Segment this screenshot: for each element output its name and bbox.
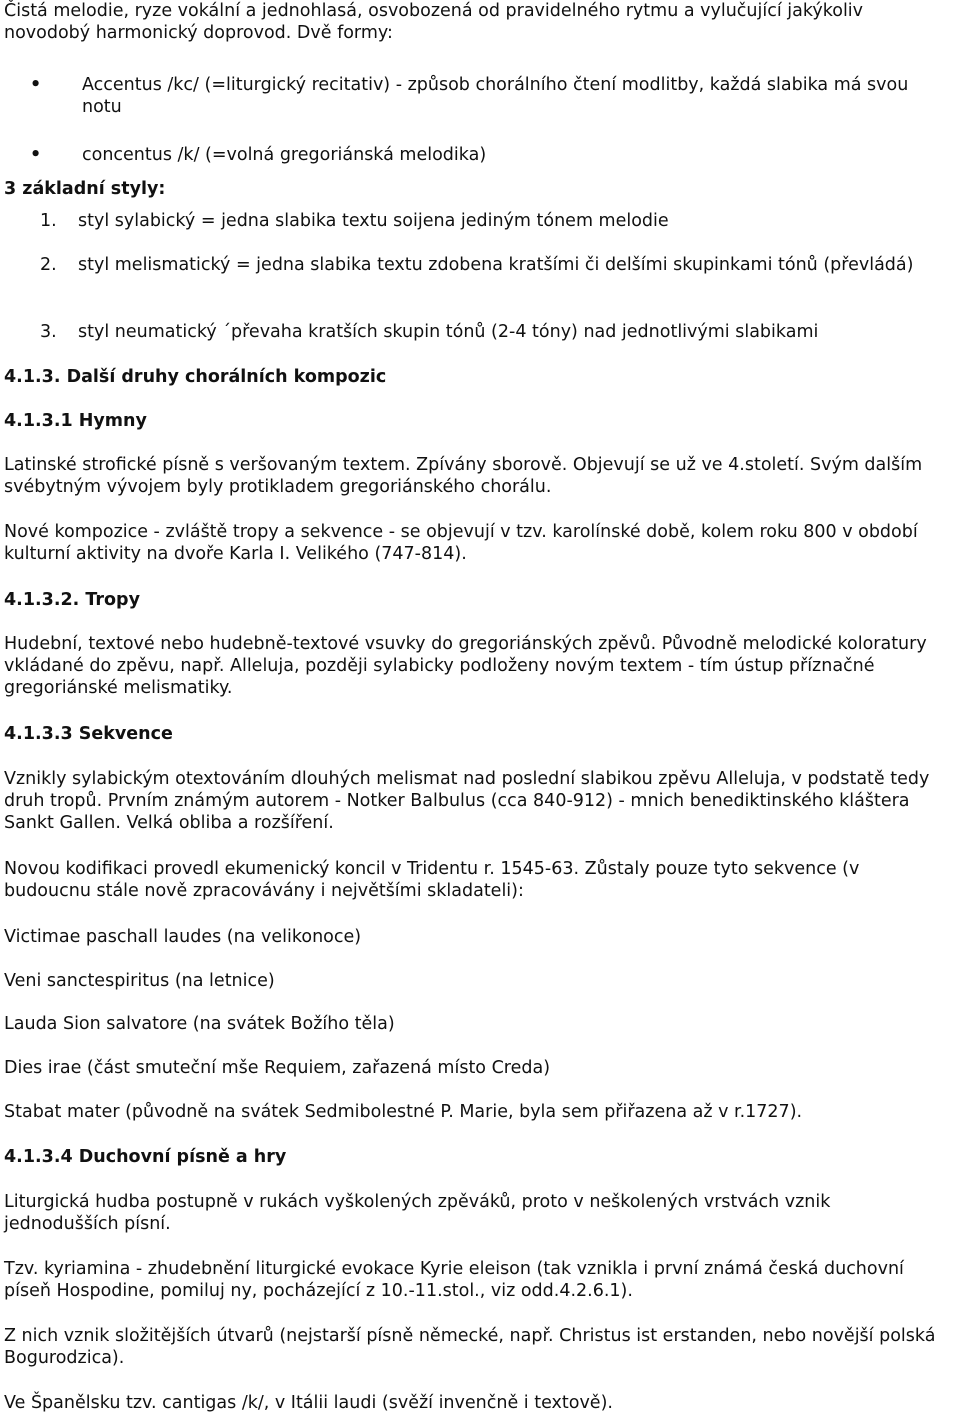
duchovni-paragraph-3: Z nich vznik složitějších útvarů (nejstarší písně německé, např. Christus ist erstanden, nebo novější polská Bogurodzica). (4, 1326, 936, 1368)
duchovni-paragraph-1: Liturgická hudba postupně v rukách vyškolených zpěváků, proto v neškolených vrstvách vznik jednodušších písní. (4, 1192, 831, 1234)
sekvence-list-item: Victimae paschall laudes (na velikonoce) (4, 927, 362, 947)
style-number: 3. (40, 322, 57, 342)
section-heading-duchovni: 4.1.3.4 Duchovní písně a hry (4, 1147, 287, 1167)
style-text: styl neumatický ´převaha kratších skupin tónů (2-4 tóny) nad jednotlivými slabikami (78, 322, 819, 342)
sekvence-list-item: Lauda Sion salvatore (na svátek Božího těla) (4, 1014, 395, 1034)
section-heading-sekvence: 4.1.3.3 Sekvence (4, 724, 173, 744)
style-text: styl melismatický = jedna slabika textu zdobena kratšími či delšími skupinkami tónů (převládá) (78, 255, 914, 275)
section-heading-tropy: 4.1.3.2. Tropy (4, 590, 140, 610)
style-number: 1. (40, 211, 57, 231)
styles-heading: 3 základní styly: (4, 179, 166, 199)
sekvence-list-item: Stabat mater (původně na svátek Sedmibolestné P. Marie, byla sem přiřazena až v r.1727). (4, 1102, 803, 1122)
duchovni-paragraph-4: Ve Španělsku tzv. cantigas /k/, v Itálii laudi (svěží invenčně i textově). (4, 1393, 613, 1413)
bullet-icon: • (30, 145, 42, 165)
form-text: concentus /k/ (=volná gregoriánská melodika) (82, 145, 487, 165)
section-heading-hymny: 4.1.3.1 Hymny (4, 411, 147, 431)
style-number: 2. (40, 255, 57, 275)
tropy-paragraph: Hudební, textové nebo hudebně-textové vsuvky do gregoriánských zpěvů. Původně melodické koloratury vkládané do zpěvu, např. Alleluja, později sylabicky podloženy novým textem - tím ústup příznačné gregoriánské melismatiky. (4, 634, 927, 698)
sekvence-list-item: Veni sanctespiritus (na letnice) (4, 971, 275, 991)
hymny-paragraph-1: Latinské strofické písně s veršovaným textem. Zpívány sborově. Objevují se už ve 4.století. Svým dalším svébytným vývojem byly protikladem gregoriánského chorálu. (4, 455, 923, 497)
bullet-icon: • (30, 75, 42, 95)
section-heading-4-1-3: 4.1.3. Další druhy chorálních kompozic (4, 367, 387, 387)
sekvence-paragraph-1: Vznikly sylabickým otextováním dlouhých melismat nad poslední slabikou zpěvu Alleluja, v podstatě tedy druh tropů. Prvním známým autorem - Notker Balbulus (cca 840-912) - mnich benediktinského kláštera Sankt Gallen. Velká obliba a rozšíření. (4, 769, 930, 833)
sekvence-list-item: Dies irae (část smuteční mše Requiem, zařazená místo Creda) (4, 1058, 551, 1078)
hymny-paragraph-2: Nové kompozice - zvláště tropy a sekvence - se objevují v tzv. karolínské době, kolem roku 800 v období kulturní aktivity na dvoře Karla I. Velikého (747-814). (4, 522, 918, 564)
sekvence-paragraph-2: Novou kodifikaci provedl ekumenický koncil v Tridentu r. 1545-63. Zůstaly pouze tyto sekvence (v budoucnu stále nově zpracovávány i největšími skladateli): (4, 859, 860, 901)
form-text: Accentus /kc/ (=liturgický recitativ) - způsob chorálního čtení modlitby, každá slabika má svou notu (82, 75, 909, 117)
intro-paragraph: Čistá melodie, ryze vokální a jednohlasá, osvobozená od pravidelného rytmu a vylučující jakýkoliv novodobý harmonický doprovod. Dvě formy: (4, 1, 864, 43)
duchovni-paragraph-2: Tzv. kyriamina - zhudebnění liturgické evokace Kyrie eleison (tak vznikla i první známá česká duchovní píseň Hospodine, pomiluj ny, pocházející z 10.-11.stol., viz odd.4.2.6.1). (4, 1259, 904, 1301)
style-text: styl sylabický = jedna slabika textu soijena jediným tónem melodie (78, 211, 669, 231)
